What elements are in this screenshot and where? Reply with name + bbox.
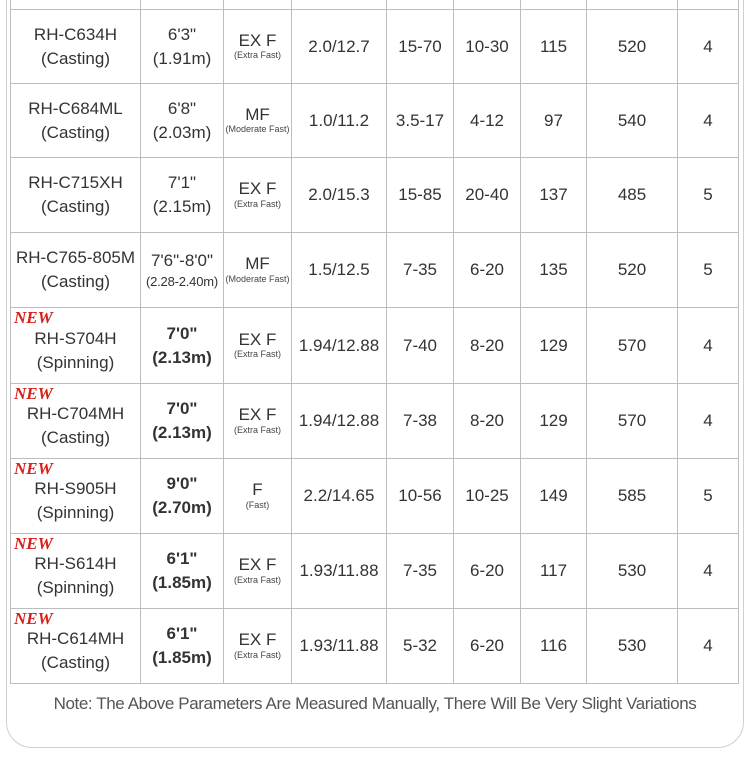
rod-specs-table [10,0,739,684]
action-description: (Extra Fast) [233,50,281,61]
price-cell: 540 [587,84,678,158]
length-meters: (1.91m) [152,48,212,68]
length-meters: (2.13m) [152,423,212,442]
length-cell [141,308,224,384]
rod-weight-cell: 116 [521,609,587,684]
model-name: RH-S614H [34,554,117,574]
action-cell [224,384,292,459]
table-row [11,233,739,308]
rod-weight-cell: 97 [521,84,587,158]
model-cell [11,609,141,684]
length-cell [141,609,224,684]
length-feet: 7'6"-8'0" [150,251,214,270]
action-cell [224,308,292,384]
rod-weight-cell: 137 [521,158,587,233]
rod-type: (Casting) [41,653,110,672]
sections-cell: 4 [678,308,739,384]
price-cell: 520 [587,233,678,308]
action-code: EX F [238,630,277,650]
sections-cell: 4 [678,10,739,84]
model-name: RH-C614MH [26,629,125,649]
line-rating-cell: 10-56 [387,459,454,534]
pe-line-cell: 4-12 [454,84,521,158]
action-cell [224,534,292,609]
price-cell: 530 [587,609,678,684]
model-cell [11,534,141,609]
new-badge: NEW [14,308,53,327]
rod-weight-cell: 129 [521,384,587,459]
lure-weight-cell: 1.94/12.88 [292,308,387,384]
action-code: MF [245,254,270,274]
model-cell [11,84,141,158]
line-rating-cell: 7-35 [387,534,454,609]
sections-cell: 5 [678,158,739,233]
lure-weight-cell: 1.94/12.88 [292,384,387,459]
action-cell [224,459,292,534]
action-description: (Extra Fast) [233,424,281,435]
action-description: (Extra Fast) [233,349,281,360]
rod-type: (Casting) [41,428,110,447]
length-cell [141,84,224,158]
sections-cell: 5 [678,459,739,534]
line-rating-cell: 7-40 [387,308,454,384]
length-cell [141,534,224,609]
length-feet: 7'1" [167,173,197,193]
rod-weight-cell: 135 [521,233,587,308]
length-cell [141,10,224,84]
lure-weight-cell: 2.2/14.65 [292,459,387,534]
length-cell [141,459,224,534]
length-feet: 6'1" [166,549,198,569]
sections-cell: 4 [678,534,739,609]
length-meters: (2.13m) [152,347,212,367]
rod-type: (Spinning) [36,352,115,372]
pe-line-cell: 10-25 [454,459,521,534]
model-name: RH-C765-805M [15,248,136,268]
line-rating-cell: 7-38 [387,384,454,459]
length-cell [141,384,224,459]
action-code: EX F [238,30,277,50]
lure-weight-cell: 1.93/11.88 [292,609,387,684]
rod-type: (Spinning) [36,503,115,522]
price-cell: 530 [587,534,678,609]
table-row [11,459,739,534]
price-cell: 570 [587,308,678,384]
pe-line-cell: 20-40 [454,158,521,233]
pe-line-cell: 8-20 [454,384,521,459]
action-description: (Extra Fast) [233,649,281,660]
length-meters: (2.70m) [152,498,212,517]
table-row [11,84,739,158]
price-cell: 520 [587,10,678,84]
sections-cell: 4 [678,384,739,459]
price-cell: 570 [587,384,678,459]
pe-line-cell: 8-20 [454,308,521,384]
length-feet: 6'8" [167,98,197,118]
length-meters: (1.85m) [152,648,212,667]
lure-weight-cell: 2.0/15.3 [292,158,387,233]
line-rating-cell: 3.5-17 [387,84,454,158]
length-meters: (2.15m) [152,197,212,216]
action-code: EX F [238,555,277,575]
model-name: RH-C684ML [28,98,123,118]
action-code: EX F [238,179,277,199]
rod-weight-cell: 115 [521,10,587,84]
rod-type: (Spinning) [36,578,115,597]
new-badge: NEW [14,534,53,553]
table-row [11,10,739,84]
new-badge: NEW [14,609,53,628]
length-feet: 7'0" [166,399,198,419]
length-cell [141,158,224,233]
sections-cell: 5 [678,233,739,308]
model-name: RH-S704H [34,328,117,348]
model-cell [11,158,141,233]
rod-type: (Casting) [41,272,110,291]
action-code: F [252,480,263,500]
measurement-note: Note: The Above Parameters Are Measured Manually, There Will Be Very Slight Variations [53,694,697,713]
rod-weight-cell: 117 [521,534,587,609]
action-cell [224,609,292,684]
new-badge: NEW [14,384,53,403]
price-cell: 585 [587,459,678,534]
lure-weight-cell: 1.5/12.5 [292,233,387,308]
length-feet: 6'3" [167,24,197,44]
line-rating-cell: 15-70 [387,10,454,84]
rod-type: (Casting) [41,122,110,142]
model-name: RH-C704MH [26,404,125,424]
price-cell: 485 [587,158,678,233]
action-cell [224,158,292,233]
length-feet: 9'0" [166,474,198,494]
action-description: (Extra Fast) [233,198,281,209]
length-feet: 7'0" [166,323,198,343]
action-cell [224,84,292,158]
action-description: (Moderate Fast) [225,124,290,135]
length-feet: 6'1" [166,624,198,644]
line-rating-cell: 7-35 [387,233,454,308]
rod-type: (Casting) [41,197,110,216]
table-row [11,534,739,609]
lure-weight-cell: 1.0/11.2 [292,84,387,158]
model-cell [11,308,141,384]
lure-weight-cell: 2.0/12.7 [292,10,387,84]
length-meters: (2.28-2.40m) [145,273,219,289]
sections-cell: 4 [678,84,739,158]
rod-type: (Casting) [41,48,110,68]
action-code: EX F [238,329,277,349]
model-name: RH-C715XH [28,173,123,193]
pe-line-cell: 6-20 [454,609,521,684]
model-cell [11,233,141,308]
table-row-stub [11,0,739,10]
action-cell [224,10,292,84]
line-rating-cell: 15-85 [387,158,454,233]
length-meters: (2.03m) [152,122,212,142]
model-name: RH-S905H [34,479,117,499]
action-description: (Fast) [245,499,270,510]
action-description: (Extra Fast) [233,574,281,585]
pe-line-cell: 10-30 [454,10,521,84]
new-badge: NEW [14,459,53,478]
model-cell [11,10,141,84]
action-code: MF [245,104,270,124]
model-name: RH-C634H [33,24,118,44]
action-code: EX F [238,405,277,425]
table-body [11,0,739,684]
rod-weight-cell: 149 [521,459,587,534]
pe-line-cell: 6-20 [454,534,521,609]
action-cell [224,233,292,308]
rod-weight-cell: 129 [521,308,587,384]
table-row [11,158,739,233]
pe-line-cell: 6-20 [454,233,521,308]
model-cell [11,384,141,459]
model-cell [11,459,141,534]
table-row [11,609,739,684]
length-cell [141,233,224,308]
length-meters: (1.85m) [152,573,212,592]
table-row [11,384,739,459]
table-row [11,308,739,384]
sections-cell: 4 [678,609,739,684]
lure-weight-cell: 1.93/11.88 [292,534,387,609]
line-rating-cell: 5-32 [387,609,454,684]
action-description: (Moderate Fast) [225,273,290,284]
